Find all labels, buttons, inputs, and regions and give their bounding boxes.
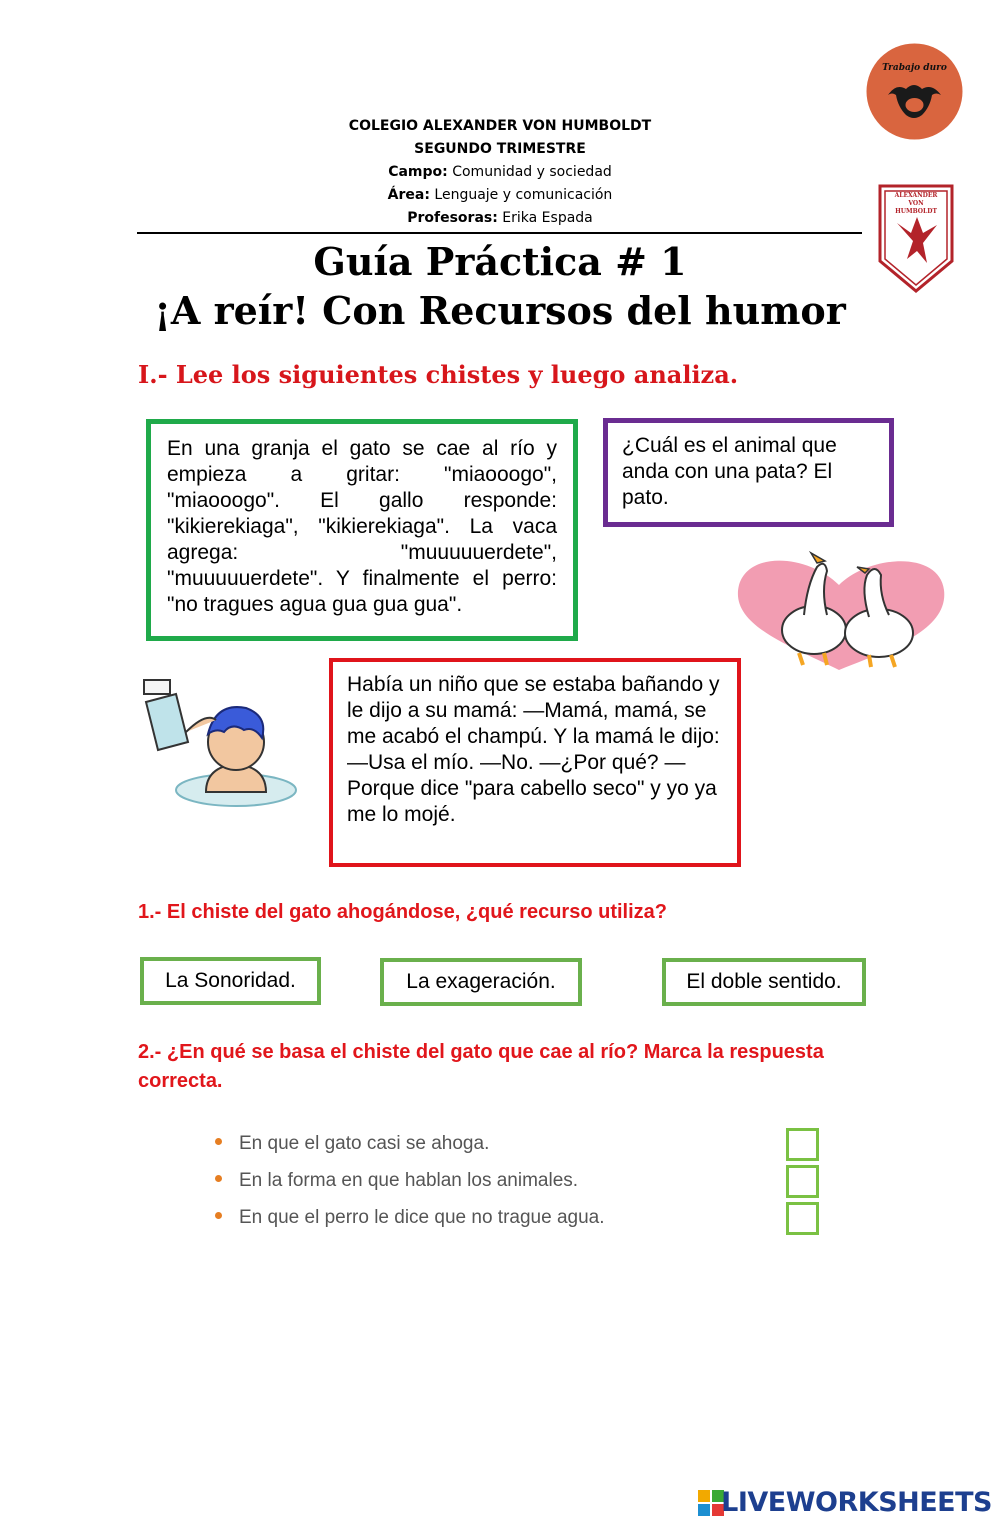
answer-checkbox-3[interactable] [786,1202,819,1235]
header-divider [137,232,862,234]
area-label: Área: [387,187,430,203]
answer-text-1: En que el gato casi se ahoga. [239,1133,490,1154]
section-heading: I.- Lee los siguientes chistes y luego analiza. [138,360,739,389]
campo-value: Comunidad y sociedad [447,164,612,180]
question-1: 1.- El chiste del gato ahogándose, ¿qué recurso utiliza? [138,901,667,923]
term: SEGUNDO TRIMESTRE [414,141,586,157]
profesoras-value: Erika Espada [497,210,593,226]
crest-text: ALEXANDER VON HUMBOLDT [894,192,938,215]
cat-joke-box [146,419,578,641]
liveworksheets-brand: LIVEWORKSHEETS [721,1487,992,1518]
page-subtitle: ¡A reír! Con Recursos del humor [154,288,846,333]
shampoo-joke-box [329,658,741,867]
option-sonoridad[interactable]: La Sonoridad. [140,957,321,1005]
school-name: COLEGIO ALEXANDER VON HUMBOLDT [348,118,652,134]
answer-item-3 [215,1206,605,1230]
page-title: Guía Práctica # 1 [313,239,687,284]
shampoo-joke-text: Había un niño que se estaba bañando y le dijo a su mamá: —Mamá, mamá, se me acabó el champú. Y la mamá le dijo: —Usa el mío. —No. —¿Por qué? —Porque dice "para cabello seco" y yo ya me lo mojé. [347,673,720,826]
duck-joke-text: ¿Cuál es el animal que anda con una pata? El pato. [622,434,837,509]
answer-checkbox-2[interactable] [786,1165,819,1198]
answer-item-1 [215,1132,489,1156]
answer-item-2 [215,1169,578,1193]
cat-joke-text: En una granja el gato se cae al río y empieza a gritar: "miaooogo", "miaooogo". El gallo responde: "kikierekiaga", "kikierekiaga". La vaca agrega: "muuuuuerdete", "muuuuuerdete". Y finalmente el perro: "no tragues agua gua gua gua". [167,437,557,616]
duck-joke-box [603,418,894,527]
answer-checkbox-1[interactable] [786,1128,819,1161]
area-line [0,184,1000,207]
badge-text: Trabajo duro [882,63,947,73]
bullet-icon [215,1175,222,1182]
liveworksheets-logo-icon [698,1490,724,1516]
profesoras-label: Profesoras: [407,210,498,226]
ducks-illustration [729,545,949,675]
answer-text-3: En que el perro le dice que no trague agua. [239,1207,605,1228]
question-2: 2.- ¿En qué se basa el chiste del gato que cae al río? Marca la respuesta correcta. [138,1041,824,1092]
boy-washing-hair-illustration [136,672,301,812]
bullet-icon [215,1212,222,1219]
campo-label: Campo: [388,164,448,180]
bullet-icon [215,1138,222,1145]
option-exageracion[interactable]: La exageración. [380,958,582,1006]
option-doble-sentido[interactable]: El doble sentido. [662,958,866,1006]
campo-line [0,161,1000,184]
answer-text-2: En la forma en que hablan los animales. [239,1170,579,1191]
area-value: Lenguaje y comunicación [429,187,613,203]
profesoras-line [0,207,1000,230]
